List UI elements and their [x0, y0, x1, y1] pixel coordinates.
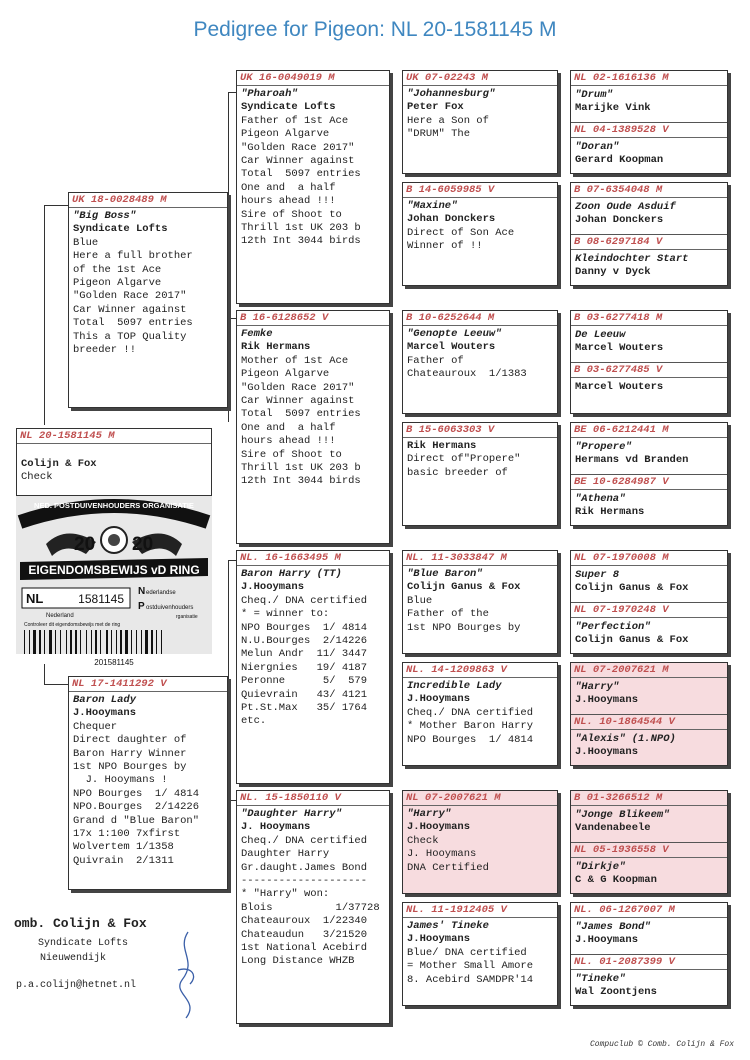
barcode-bar — [136, 630, 137, 654]
ring-number: NL. 11-1912405 V — [403, 903, 557, 918]
great-grandparent-card — [402, 550, 558, 654]
stamp-control: Controleer dit eigendomsbewijs met de ring — [24, 622, 121, 628]
pigeon-name: Incredible Lady — [407, 680, 502, 692]
grandparent-card — [236, 790, 390, 1024]
barcode-bar — [116, 630, 117, 654]
card-body — [403, 438, 557, 482]
owner: J. Hooymans — [241, 821, 311, 834]
ring-number: NL 05-1936558 V — [571, 843, 727, 858]
barcode-bar — [145, 630, 148, 654]
pigeon-name: "Harry" — [407, 808, 452, 820]
ancestor-entry — [571, 954, 727, 1006]
ancestor-pair-card — [570, 310, 728, 414]
detail-line: 1st NPO Bourges by — [73, 761, 187, 774]
owner: Colijn Ganus & Fox — [575, 582, 689, 595]
barcode-bar — [86, 630, 87, 654]
card-body — [571, 138, 727, 170]
ancestor-entry — [571, 602, 727, 654]
barcode-number: 201581145 — [94, 658, 134, 667]
owner: Marijke Vink — [575, 102, 651, 115]
card-body — [571, 678, 727, 710]
ancestor-entry — [571, 842, 727, 894]
pigeon-name: "Drum" — [575, 89, 613, 101]
owner: Johan Donckers — [575, 214, 664, 227]
ring-ownership-certificate — [16, 496, 212, 668]
pigeon-name: "Genopte Leeuw" — [407, 328, 502, 340]
owner: Rik Hermans — [407, 440, 477, 452]
detail-line: Gr.daught.James Bond — [241, 861, 368, 874]
connector-line — [228, 560, 229, 800]
card-body — [571, 618, 727, 650]
great-grandparent-card — [402, 310, 558, 414]
card-body — [571, 378, 727, 396]
detail-line: NPO Bourges 1/ 4814 — [73, 787, 200, 800]
detail-line: J. Hooymans — [407, 848, 477, 861]
pigeon-name: "Johannesburg" — [407, 88, 496, 100]
owner: Rik Hermans — [241, 341, 311, 354]
stamp-label-n: N — [138, 586, 146, 597]
ancestor-entry — [571, 663, 727, 714]
connector-line — [44, 205, 45, 425]
barcode-bar — [24, 630, 25, 654]
detail-line: This a TOP Quality — [73, 330, 187, 343]
card-body — [237, 86, 389, 251]
pigeon-name: "Maxine" — [407, 200, 458, 212]
connector-line — [228, 92, 229, 422]
pigeon-name: "Jonge Blikeem" — [575, 809, 670, 821]
detail-line: Total 5097 entries — [73, 317, 193, 330]
grandparent-card — [236, 70, 390, 304]
ancestor-pair-card — [570, 902, 728, 1006]
pigeon-name: "Propere" — [575, 441, 632, 453]
great-grandparent-card — [402, 422, 558, 526]
ancestor-pair-card — [570, 422, 728, 526]
detail-line: breeder !! — [73, 344, 137, 357]
owner: Danny v Dyck — [575, 266, 651, 279]
barcode-bar — [49, 630, 52, 654]
detail-line: 17x 1:100 7xfirst — [73, 828, 181, 841]
detail-line: etc. — [241, 715, 267, 728]
detail-line: Blue — [73, 236, 99, 249]
breeder-subtitle: Syndicate Lofts — [38, 938, 129, 949]
card-body — [571, 730, 727, 762]
stamp-text-p: ostduivenhouders — [146, 605, 194, 611]
detail-line: Cheq./ DNA certified — [241, 594, 368, 607]
owner: C & G Koopman — [575, 874, 657, 887]
barcode-bar — [29, 630, 30, 654]
detail-line: Chateaudun 3/21520 — [241, 928, 368, 941]
pigeon-name: "Blue Baron" — [407, 568, 483, 580]
barcode-bar — [141, 630, 142, 654]
card-body — [571, 806, 727, 838]
detail-line: NPO Bourges 1/ 4814 — [241, 621, 368, 634]
pigeon-name: "Pharoah" — [241, 88, 298, 100]
card-body — [571, 86, 727, 118]
ancestor-entry — [571, 122, 727, 174]
detail-line: * Mother Baron Harry — [407, 720, 534, 733]
owner: Syndicate Lofts — [73, 223, 168, 236]
ancestor-entry — [571, 423, 727, 474]
ring-number: B 15-6063303 V — [403, 423, 557, 438]
stamp-ring-number: 1581145 — [78, 592, 124, 606]
ring-number: B 03-6277485 V — [571, 363, 727, 378]
detail-line: NPO Bourges 1/ 4814 — [407, 733, 534, 746]
great-grandparent-card — [402, 182, 558, 286]
detail-line: Chateauroux 1/22340 — [241, 915, 368, 928]
detail-line: of the 1st Ace — [73, 263, 162, 276]
card-body — [571, 566, 727, 598]
detail-line: 12th Int 3044 birds — [241, 235, 361, 248]
connector-line — [228, 560, 236, 561]
pigeon-name: Kleindochter Start — [575, 253, 689, 265]
owner: J.Hooymans — [407, 693, 471, 706]
detail-line: Car Winner against — [241, 395, 355, 408]
detail-line: J. Hooymans ! — [73, 774, 168, 787]
great-grandparent-card — [402, 790, 558, 894]
great-grandparent-card — [402, 902, 558, 1006]
detail-line: hours ahead !!! — [241, 195, 336, 208]
detail-line: DNA Certified — [407, 861, 489, 874]
barcode-bar — [80, 630, 81, 654]
owner: Marcel Wouters — [575, 381, 664, 393]
ancestor-entry — [571, 791, 727, 842]
stamp-org: NED. POSTDUIVENHOUDERS ORGANISATIE — [34, 501, 194, 510]
detail-line: Quievrain 43/ 4121 — [241, 688, 368, 701]
owner: Hermans vd Branden — [575, 454, 689, 467]
detail-line: * "Harry" won: — [241, 888, 330, 901]
owner: J.Hooymans — [73, 707, 137, 720]
barcode-bar — [95, 630, 97, 654]
ring-number: UK 18-0028489 M — [69, 193, 227, 208]
card-body — [237, 566, 389, 731]
owner: J.Hooymans — [575, 694, 639, 707]
detail-line: -------------------- — [241, 875, 368, 888]
connector-line — [228, 92, 236, 93]
detail-line: * = winner to: — [241, 608, 330, 621]
barcode-bar — [125, 630, 128, 654]
card-body — [403, 806, 557, 877]
detail-line: Total 5097 entries — [241, 408, 361, 421]
card-body — [403, 326, 557, 384]
owner: Colijn Ganus & Fox — [575, 634, 689, 647]
barcode-bar — [33, 630, 36, 654]
ring-number: NL. 14-1209863 V — [403, 663, 557, 678]
ring-number: NL 17-1411292 V — [69, 677, 227, 692]
owner: Peter Fox — [407, 101, 464, 114]
owner: Syndicate Lofts — [241, 101, 336, 114]
barcode-bar — [120, 630, 122, 654]
connector-line — [44, 205, 68, 206]
detail-line: Sire of Shoot to — [241, 208, 342, 221]
owner: J.Hooymans — [575, 746, 639, 759]
owner: Marcel Wouters — [575, 342, 664, 355]
ancestor-entry — [571, 903, 727, 954]
owner: Colijn Ganus & Fox — [407, 581, 521, 594]
ring-number: B 10-6252644 M — [403, 311, 557, 326]
grandparent-card — [236, 310, 390, 544]
card-body — [403, 918, 557, 989]
card-body — [571, 198, 727, 230]
card-body — [571, 490, 727, 522]
owner: J.Hooymans — [407, 821, 471, 834]
dam-card — [68, 676, 228, 890]
card-body — [571, 918, 727, 950]
ancestor-entry — [571, 474, 727, 526]
card-body — [571, 250, 727, 282]
detail-line: Long Distance WHZB — [241, 955, 355, 968]
detail-line: 1st National Acebird — [241, 942, 368, 955]
connector-line — [44, 684, 68, 685]
ancestor-pair-card — [570, 662, 728, 766]
detail-line: "DRUM" The — [407, 128, 471, 141]
detail-line: "Golden Race 2017" — [73, 290, 187, 303]
ring-number: B 07-6354048 M — [571, 183, 727, 198]
detail-line: Direct daughter of — [73, 734, 187, 747]
barcode-bar — [55, 630, 56, 654]
stamp-banner: EIGENDOMSBEWIJS vD RING — [28, 563, 200, 577]
breeder-email: p.a.colijn@hetnet.nl — [16, 980, 137, 991]
grandparent-card — [236, 550, 390, 784]
detail-line: Wolvertem 1/1358 — [73, 841, 174, 854]
detail-line: Baron Harry Winner — [73, 747, 187, 760]
barcode-bar — [161, 630, 162, 654]
ring-number: NL. 10-1864544 V — [571, 715, 727, 730]
pigeon-name: "Perfection" — [575, 621, 651, 633]
barcode-bar — [151, 630, 153, 654]
card-body — [571, 326, 727, 358]
ring-number: UK 07-02243 M — [403, 71, 557, 86]
ancestor-pair-card — [570, 790, 728, 894]
ring-number: NL 07-2007621 M — [571, 663, 727, 678]
barcode-bar — [75, 630, 77, 654]
detail-line: "Golden Race 2017" — [241, 381, 355, 394]
pigeon-name: "James Bond" — [575, 921, 651, 933]
owner: Vandenabeele — [575, 822, 651, 835]
detail-line: Pigeon Algarve — [73, 277, 162, 290]
breeder-company: omb. Colijn & Fox — [14, 916, 147, 931]
ancestor-pair-card — [570, 70, 728, 174]
note: Check — [21, 471, 53, 484]
detail-line: Cheq./ DNA certified — [241, 834, 368, 847]
ring-number: B 03-6277418 M — [571, 311, 727, 326]
ring-number: NL. 11-3033847 M — [403, 551, 557, 566]
detail-line: NPO.Bourges 2/14226 — [73, 801, 200, 814]
detail-line: Thrill 1st UK 203 b — [241, 222, 361, 235]
detail-line: Here a Son of — [407, 114, 489, 127]
barcode-bar — [131, 630, 132, 654]
detail-line: Peronne 5/ 579 — [241, 675, 368, 688]
detail-line: Cheq./ DNA certified — [407, 706, 534, 719]
pigeon-name: "Doran" — [575, 141, 620, 153]
detail-line: Grand d "Blue Baron" — [73, 814, 200, 827]
ancestor-entry — [571, 183, 727, 234]
detail-line: 12th Int 3044 birds — [241, 475, 361, 488]
barcode-bar — [111, 630, 112, 654]
pigeon-name: "Athena" — [575, 493, 626, 505]
detail-line: Sire of Shoot to — [241, 448, 342, 461]
ancestor-entry — [571, 362, 727, 414]
owner: Johan Donckers — [407, 213, 496, 226]
owner: Gerard Koopman — [575, 154, 664, 167]
card-body — [403, 198, 557, 256]
stamp-text-o: rganisatie — [176, 614, 198, 620]
pigeon-name: "Daughter Harry" — [241, 808, 342, 820]
card-body — [403, 86, 557, 144]
barcode-bar — [66, 630, 67, 654]
detail-line: Car Winner against — [73, 303, 187, 316]
pigeon-name: Zoon Oude Asduif — [575, 201, 676, 213]
ring-number: UK 16-0049019 M — [237, 71, 389, 86]
detail-line: Pigeon Algarve — [241, 368, 330, 381]
ring-number: NL 20-1581145 M — [17, 429, 211, 444]
ring-number: NL. 06-1267007 M — [571, 903, 727, 918]
connector-line — [228, 318, 236, 319]
ring-number: NL. 01-2087399 V — [571, 955, 727, 970]
detail-line: Direct of"Propere" — [407, 453, 521, 466]
barcode-bar — [100, 630, 101, 654]
detail-line: Car Winner against — [241, 155, 355, 168]
page-title: Pedigree for Pigeon: NL 20-1581145 M — [193, 18, 557, 41]
detail-line: 8. Acebird SAMDPR'14 — [407, 973, 534, 986]
ancestor-entry — [571, 311, 727, 362]
pigeon-name: Super 8 — [575, 569, 620, 581]
pigeon-name: "Harry" — [575, 681, 620, 693]
subject-card — [16, 428, 212, 496]
ring-number: NL. 16-1663495 M — [237, 551, 389, 566]
card-body — [571, 858, 727, 890]
ring-number: B 16-6128652 V — [237, 311, 389, 326]
ring-number: NL 07-1970248 V — [571, 603, 727, 618]
detail-line: Here a full brother — [73, 250, 193, 263]
barcode-bar — [44, 630, 45, 654]
detail-line: Father of 1st Ace — [241, 114, 349, 127]
stamp-year-right: 20 — [132, 534, 154, 555]
detail-line: Quivrain 2/1311 — [73, 854, 174, 867]
ring-number: NL 02-1616136 M — [571, 71, 727, 86]
owner: Colijn & Fox — [21, 458, 97, 470]
ring-number: B 08-6297184 V — [571, 235, 727, 250]
detail-line: Daughter Harry — [241, 848, 330, 861]
detail-line: Pigeon Algarve — [241, 128, 330, 141]
barcode-bar — [156, 630, 157, 654]
detail-line: Direct of Son Ace — [407, 226, 515, 239]
pigeon-name: "Tineke" — [575, 973, 626, 985]
ring-number: NL 07-1970008 M — [571, 551, 727, 566]
stamp-text-n: ederlandse — [146, 590, 176, 596]
detail-line: Chequer — [73, 720, 118, 733]
ring-number: NL 04-1389528 V — [571, 123, 727, 138]
connector-line — [228, 800, 236, 801]
sire-card — [68, 192, 228, 408]
stamp-country: Nederland — [46, 613, 74, 619]
detail-line: Father of — [407, 354, 464, 367]
detail-line: Blue/ DNA certified — [407, 946, 527, 959]
detail-line: Blois 1/37728 — [241, 901, 380, 914]
ring-number: NL 07-2007621 M — [403, 791, 557, 806]
detail-line: Check — [407, 834, 439, 847]
ring-number: NL. 15-1850110 V — [237, 791, 389, 806]
detail-line: Mother of 1st Ace — [241, 354, 349, 367]
barcode-bar — [70, 630, 72, 654]
ancestor-pair-card — [570, 182, 728, 286]
barcode-bar — [39, 630, 41, 654]
pigeon-name: "Alexis" (1.NPO) — [575, 733, 676, 745]
stamp-country-code: NL — [26, 591, 44, 606]
owner: Marcel Wouters — [407, 341, 496, 354]
detail-line: One and a half — [241, 181, 336, 194]
stamp-year-left: 20 — [74, 534, 96, 555]
pigeon-name: De Leeuw — [575, 329, 626, 341]
card-body — [237, 326, 389, 491]
breeder-city: Nieuwendijk — [40, 953, 107, 964]
ancestor-entry — [571, 234, 727, 286]
great-grandparent-card — [402, 70, 558, 174]
ancestor-entry — [571, 714, 727, 766]
stamp-label-p: P — [138, 601, 145, 612]
detail-line: Chateauroux 1/1383 — [407, 368, 527, 381]
great-grandparent-card — [402, 662, 558, 766]
owner: J.Hooymans — [407, 933, 471, 946]
detail-line: One and a half — [241, 421, 336, 434]
detail-line: basic breeder of — [407, 466, 508, 479]
barcode-bar — [91, 630, 92, 654]
card-body — [403, 678, 557, 749]
pigeon-name: Femke — [241, 328, 273, 340]
detail-line: Father of the — [407, 608, 489, 621]
ring-number: B 01-3266512 M — [571, 791, 727, 806]
ring-number: BE 06-6212441 M — [571, 423, 727, 438]
detail-line: Blue — [407, 594, 433, 607]
card-body — [403, 566, 557, 637]
pigeon-name: "Dirkje" — [575, 861, 626, 873]
detail-line: hours ahead !!! — [241, 435, 336, 448]
ancestor-entry — [571, 71, 727, 122]
pigeon-name: Baron Lady — [73, 694, 137, 706]
detail-line: Melun Andr 11/ 3447 — [241, 648, 368, 661]
owner: J.Hooymans — [241, 581, 305, 594]
detail-line: N.U.Bourges 2/14226 — [241, 635, 368, 648]
detail-line: 1st NPO Bourges by — [407, 621, 521, 634]
card-body — [571, 970, 727, 1002]
ancestor-entry — [571, 551, 727, 602]
detail-line: Pt.St.Max 35/ 1764 — [241, 702, 368, 715]
pigeon-name: Baron Harry (TT) — [241, 568, 342, 580]
ring-number: BE 10-6284987 V — [571, 475, 727, 490]
barcode-bar — [60, 630, 61, 654]
credit: Compuclub © Comb. Colijn & Fox — [589, 1040, 734, 1049]
detail-line: Total 5097 entries — [241, 168, 361, 181]
pigeon-name: "Big Boss" — [73, 210, 137, 222]
ancestor-pair-card — [570, 550, 728, 654]
detail-line: Thrill 1st UK 203 b — [241, 462, 361, 475]
card-body — [571, 438, 727, 470]
card-body — [237, 806, 389, 971]
owner: J.Hooymans — [575, 934, 639, 947]
ring-number: B 14-6059985 V — [403, 183, 557, 198]
detail-line: Niergnies 19/ 4187 — [241, 661, 368, 674]
pigeon-name: James' Tineke — [407, 920, 489, 932]
barcode-bar — [106, 630, 108, 654]
owner: Wal Zoontjens — [575, 986, 657, 999]
detail-line: = Mother Small Amore — [407, 960, 534, 973]
owner: Rik Hermans — [575, 506, 645, 519]
signature-icon — [168, 930, 208, 1020]
detail-line: Winner of !! — [407, 240, 483, 253]
detail-line: "Golden Race 2017" — [241, 141, 355, 154]
